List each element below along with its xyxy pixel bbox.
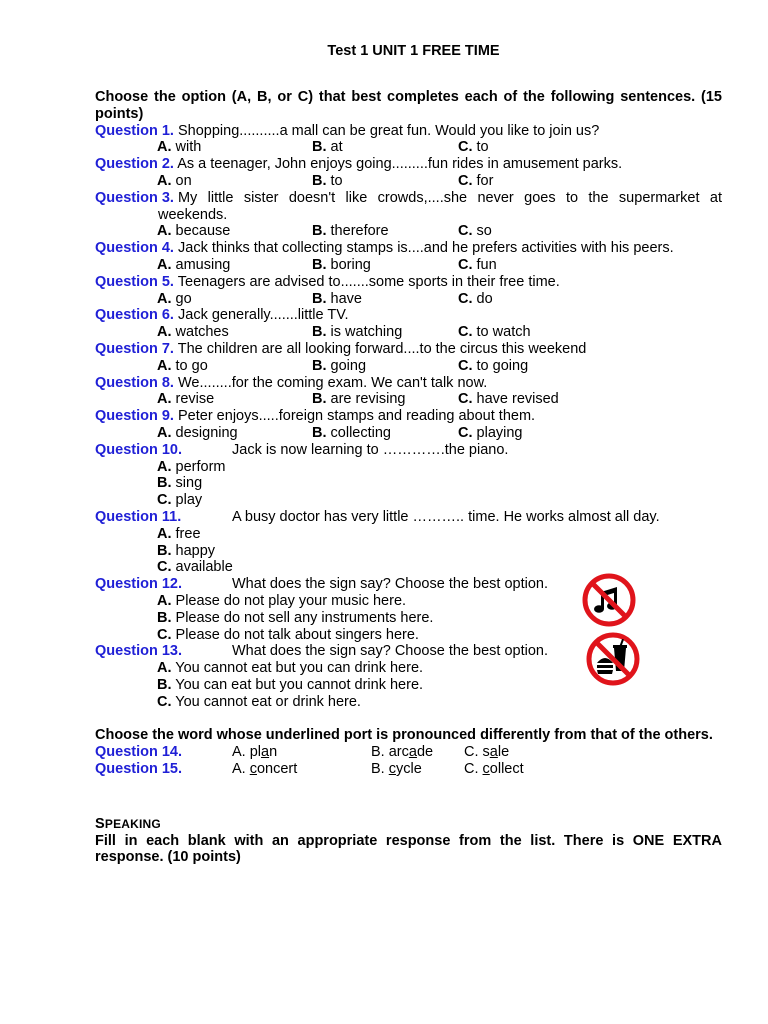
- option-b: happy: [175, 542, 216, 559]
- options-row: A. revise B. are revising C. have revised: [157, 391, 559, 408]
- option-row-b: B. sing: [157, 475, 203, 492]
- question-text: What does the sign say? Choose the best option.: [232, 643, 548, 660]
- question-10: [95, 442, 722, 459]
- option-b: are revising: [330, 391, 406, 408]
- options-row: A. to go B. going C. to going: [157, 357, 529, 374]
- option-c: Please do not talk about singers here.: [175, 626, 419, 643]
- question-label: Question 6.: [95, 307, 174, 324]
- options-row: A. go B. have C. do: [157, 290, 493, 307]
- question-label: Question 10.: [95, 441, 183, 458]
- worksheet: [95, 38, 722, 866]
- question-13-block: [95, 643, 722, 710]
- option-c: You cannot eat or drink here.: [175, 693, 361, 710]
- option-a: on: [175, 172, 192, 189]
- no-music-sign-icon: [581, 572, 637, 628]
- question-1: [95, 123, 722, 140]
- option-a: revise: [175, 391, 215, 408]
- question-label: Question 1.: [95, 122, 174, 139]
- option-c: have revised: [476, 391, 559, 408]
- question-label: Question 2.: [95, 156, 174, 173]
- option-b: is watching: [330, 324, 403, 341]
- question-label: Question 5.: [95, 273, 174, 290]
- question-text: Shopping..........a mall can be great fun. Would you like to join us?: [178, 122, 600, 139]
- speaking-heading: SPEAKING: [95, 815, 161, 832]
- option-c: so: [476, 223, 492, 240]
- question-text: Jack generally.......little TV.: [178, 307, 349, 324]
- question-label: Question 14.: [95, 744, 183, 761]
- question-text: The children are all looking forward....to the circus this weekend: [177, 340, 587, 357]
- option-a: amusing: [175, 256, 231, 273]
- option-a: free: [175, 525, 201, 542]
- options-row: A. designing B. collecting C. playing: [157, 424, 523, 441]
- section1-instruction: Choose the option (A, B, or C) that best completes each of the following sentences. (15 points): [95, 89, 722, 122]
- option-a: because: [175, 223, 231, 240]
- options-row: A. amusing B. boring C. fun: [157, 256, 497, 273]
- question-11: [95, 509, 722, 526]
- option-b: going: [330, 357, 367, 374]
- option-b: collecting: [330, 424, 391, 441]
- pron-option-c: C. collect: [464, 761, 524, 778]
- options-row: A. with B. at C. to: [157, 139, 489, 156]
- pron-option-a: A. concert: [232, 761, 298, 778]
- question-text: We........for the coming exam. We can't talk now.: [178, 374, 488, 391]
- option-row-c: C. play: [157, 492, 203, 509]
- question-text: A busy doctor has very little ……….. time. He works almost all day.: [232, 508, 660, 525]
- pron-option-a: A. plan: [232, 744, 278, 761]
- option-c: fun: [476, 256, 497, 273]
- option-row-b: B. You can eat but you cannot drink here.: [157, 676, 424, 693]
- option-a: perform: [175, 458, 226, 475]
- options-row: A. watches B. is watching C. to watch: [157, 324, 531, 341]
- question-7: [95, 341, 722, 358]
- option-a: You cannot eat but you can drink here.: [175, 660, 424, 677]
- option-b: to: [330, 172, 343, 189]
- option-row-b: B. Please do not sell any instruments here.: [157, 609, 434, 626]
- options-row: A. on B. to C. for: [157, 172, 494, 189]
- option-a: with: [175, 139, 202, 156]
- question-text: Jack thinks that collecting stamps is....and he prefers activities with his peers.: [178, 240, 674, 257]
- pron-option-b: B. cycle: [371, 761, 422, 778]
- option-c: to: [476, 139, 489, 156]
- question-text: Peter enjoys.....foreign stamps and reading about them.: [178, 408, 536, 425]
- option-b: Please do not sell any instruments here.: [175, 609, 434, 626]
- question-4: [95, 240, 722, 257]
- question-3-continued: weekends.: [158, 206, 228, 223]
- option-a: Please do not play your music here.: [175, 592, 407, 609]
- question-15: [95, 761, 722, 778]
- question-3: [95, 190, 722, 207]
- option-a: watches: [175, 324, 229, 341]
- option-c: for: [476, 172, 494, 189]
- option-row-a: A. free: [157, 525, 201, 542]
- question-label: Question 15.: [95, 761, 183, 778]
- question-label: Question 12.: [95, 576, 183, 593]
- option-a: designing: [175, 424, 238, 441]
- question-label: Question 8.: [95, 374, 174, 391]
- question-14: [95, 744, 722, 761]
- option-row-a: A. Please do not play your music here.: [157, 592, 407, 609]
- question-text: My little sister doesn't like crowds,....she never goes to the supermarket at: [177, 189, 722, 206]
- option-b: at: [330, 139, 343, 156]
- speaking-instruction: Fill in each blank with an appropriate response from the list. There is ONE EXTRA response. (10 points): [95, 832, 722, 866]
- question-label: Question 9.: [95, 408, 174, 425]
- question-6: [95, 307, 722, 324]
- question-label: Question 11.: [95, 508, 182, 525]
- question-text: Teenagers are advised to.......some sports in their free time.: [177, 273, 560, 290]
- question-9: [95, 408, 722, 425]
- option-c: do: [476, 290, 493, 307]
- question-2: [95, 156, 722, 173]
- section2-instruction: Choose the word whose underlined port is pronounced differently from that of the others.: [95, 727, 713, 744]
- option-b: boring: [330, 256, 371, 273]
- option-b: have: [330, 290, 362, 307]
- option-row-a: A. You cannot eat but you can drink here.: [157, 660, 424, 677]
- options-row: A. because B. therefore C. so: [157, 223, 492, 240]
- option-b: therefore: [330, 223, 389, 240]
- pron-option-c: C. sale: [464, 744, 510, 761]
- option-row-a: A. perform: [157, 458, 226, 475]
- question-label: Question 13.: [95, 643, 183, 660]
- option-b: You can eat but you cannot drink here.: [175, 676, 424, 693]
- option-row-c: C. Please do not talk about singers here.: [157, 626, 419, 643]
- question-label: Question 4.: [95, 240, 174, 257]
- option-c: play: [175, 492, 203, 509]
- question-text: Jack is now learning to ………….the piano.: [232, 441, 509, 458]
- pron-option-b: B. arcade: [371, 744, 434, 761]
- option-c: to going: [476, 357, 529, 374]
- option-a: to go: [175, 357, 208, 374]
- question-label: Question 3.: [95, 189, 174, 206]
- option-c: to watch: [476, 324, 531, 341]
- option-b: sing: [175, 475, 203, 492]
- question-text: As a teenager, John enjoys going.........fun rides in amusement parks.: [177, 156, 623, 173]
- option-row-b: B. happy: [157, 542, 216, 559]
- no-food-drink-sign-icon: [585, 631, 641, 687]
- question-text: What does the sign say? Choose the best option.: [232, 576, 548, 593]
- option-row-c: C. You cannot eat or drink here.: [157, 693, 361, 710]
- option-a: go: [175, 290, 192, 307]
- page-title: Test 1 UNIT 1 FREE TIME: [327, 43, 500, 59]
- question-label: Question 7.: [95, 340, 174, 357]
- question-8: [95, 375, 722, 392]
- question-5: [95, 274, 722, 291]
- option-c: available: [175, 559, 233, 576]
- option-c: playing: [476, 424, 523, 441]
- option-row-c: C. available: [157, 559, 233, 576]
